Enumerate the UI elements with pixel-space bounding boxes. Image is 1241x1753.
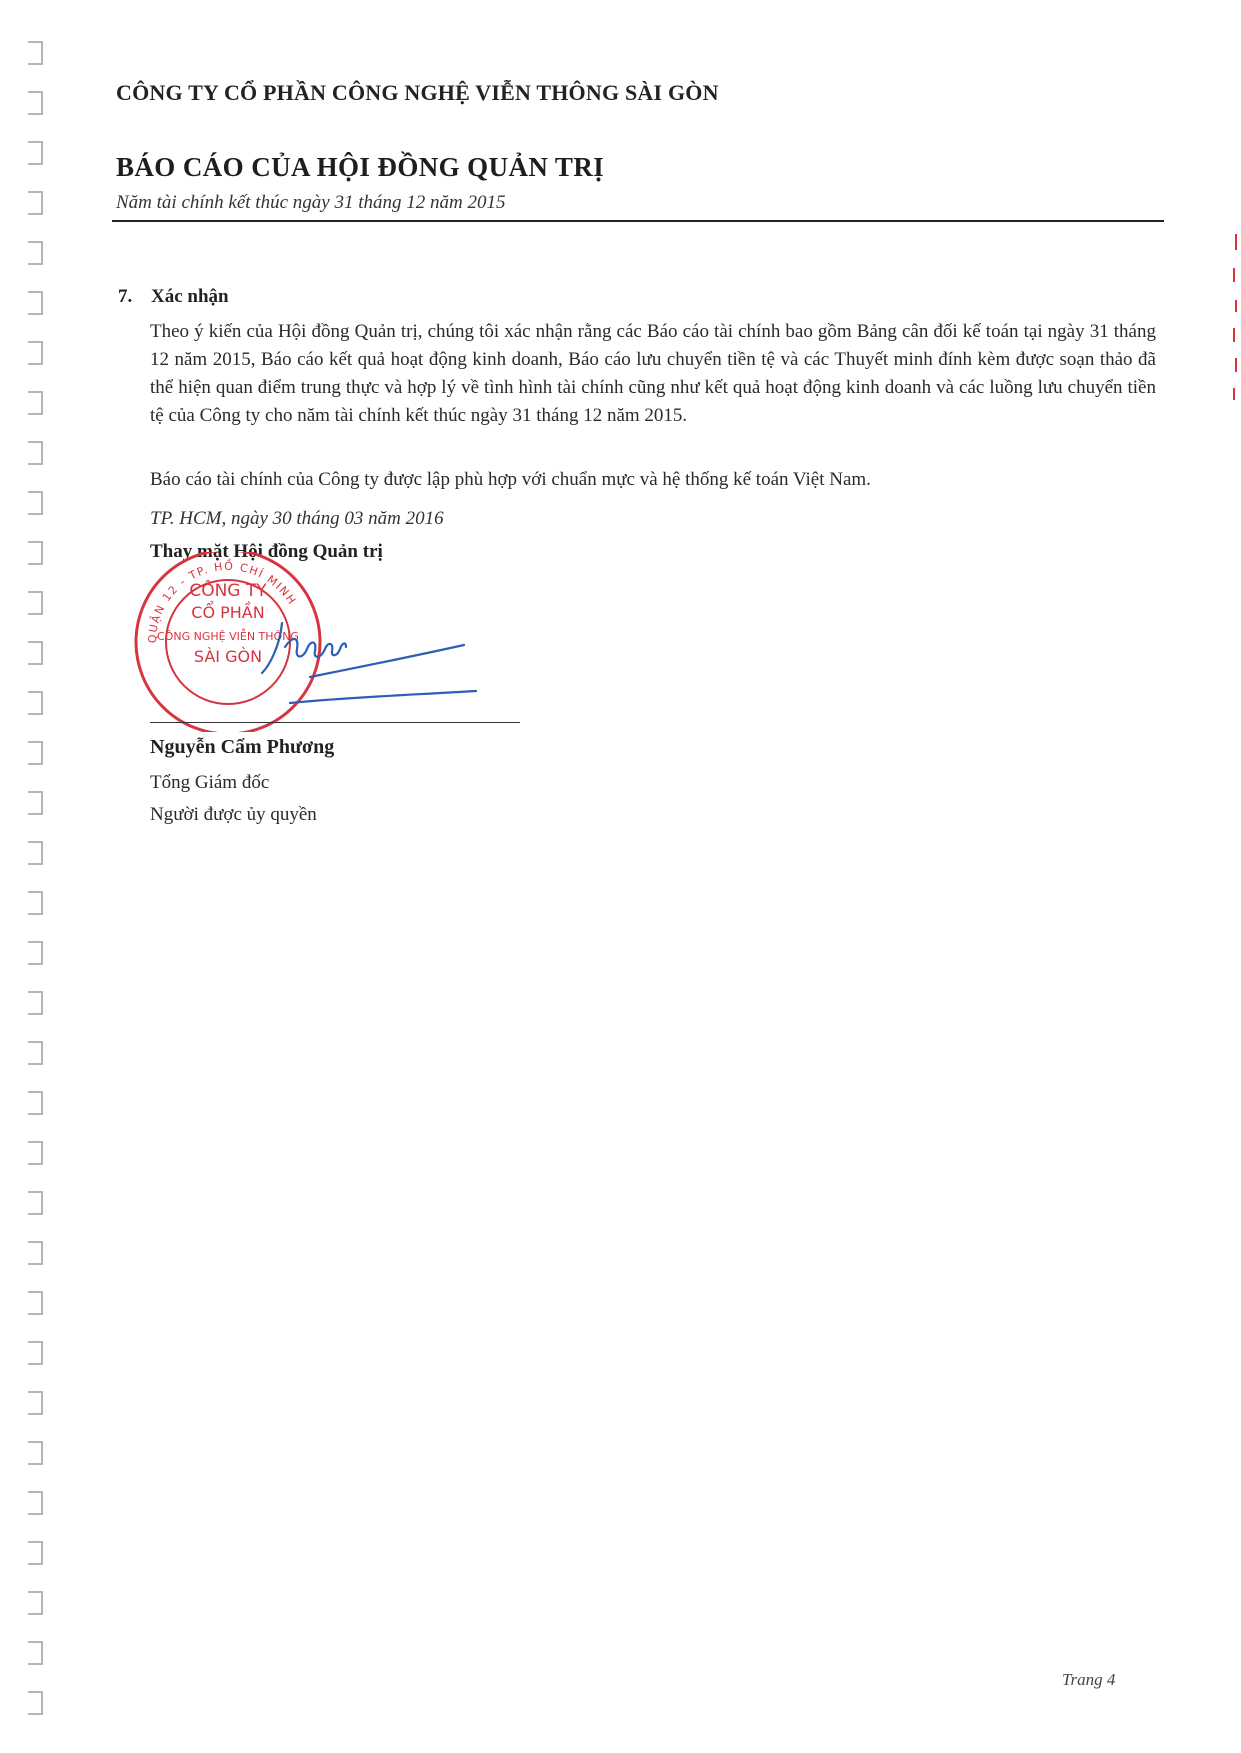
report-title: BÁO CÁO CỦA HỘI ĐỒNG QUẢN TRỊ bbox=[116, 152, 605, 182]
section-title: Xác nhận bbox=[151, 286, 229, 307]
on-behalf-label: Thay mặt Hội đồng Quản trị bbox=[150, 541, 383, 562]
section-heading bbox=[118, 286, 229, 308]
confirmation-paragraph: Theo ý kiến của Hội đồng Quản trị, chúng tôi xác nhận rằng các Báo cáo tài chính bao gồm Bảng cân đối kế toán tại ngày 31 tháng 12 năm 2015, Báo cáo kết quả hoạt động kinh doanh, Báo cáo lưu chuyển tiền tệ và các Thuyết minh đính kèm được soạn thảo đã thể hiện quan điểm trung thực và hợp lý về tình hình tài chính cũng như kết quả hoạt động kinh doanh và các luồng lưu chuyển tiền tệ của Công ty cho năm tài chính kết thúc ngày 31 tháng 12 năm 2015. bbox=[150, 321, 1156, 426]
section-number: 7. bbox=[118, 286, 133, 307]
page-number: Trang 4 bbox=[1062, 1670, 1116, 1689]
compliance-paragraph: Báo cáo tài chính của Công ty được lập phù hợp với chuẩn mực và hệ thống kế toán Việt Nam. bbox=[150, 469, 871, 490]
signer-name: Nguyễn Cẩm Phương bbox=[150, 736, 335, 758]
stamp-line-1: CÔNG TY bbox=[189, 581, 267, 601]
stamp-ring-text: QUẬN 12 - TP. HỒ CHÍ MINH bbox=[145, 559, 299, 644]
header-rule bbox=[112, 220, 1164, 222]
stamp-line-4: SÀI GÒN bbox=[193, 647, 263, 666]
binder-holes bbox=[0, 0, 70, 1753]
signer-title: Tổng Giám đốc bbox=[150, 772, 270, 793]
company-name: CÔNG TY CỔ PHẦN CÔNG NGHỆ VIỄN THÔNG SÀI GÒN bbox=[116, 80, 719, 105]
signer-authority: Người được ủy quyền bbox=[150, 804, 317, 825]
report-subtitle: Năm tài chính kết thúc ngày 31 tháng 12 năm 2015 bbox=[116, 192, 506, 213]
stamp-line-3: CÔNG NGHỆ VIỄN THÔNG bbox=[157, 630, 299, 643]
signature-line bbox=[150, 722, 520, 723]
handwritten-signature bbox=[250, 595, 480, 715]
stamp-line-2: CỔ PHẦN bbox=[191, 603, 265, 622]
edge-stamp-fragment bbox=[1222, 228, 1241, 428]
place-date: TP. HCM, ngày 30 tháng 03 năm 2016 bbox=[150, 508, 444, 529]
